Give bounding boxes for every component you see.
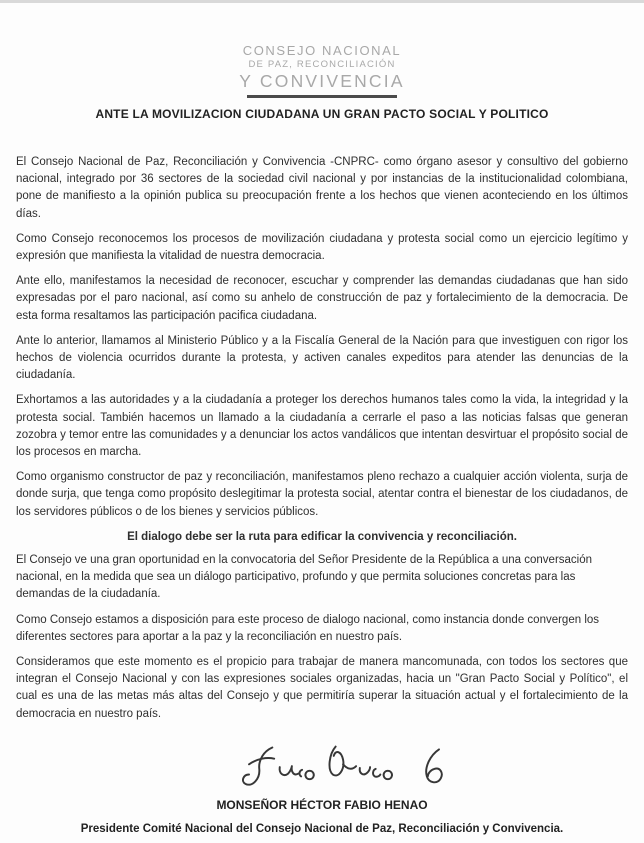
handwritten-signature-image [229,741,459,795]
body-paragraph-7: El Consejo ve una gran oportunidad en la convocatoria del Señor Presidente de la República a una conversación nacional, en la medida que sea un diálogo participativo, profundo y que permita soluciones concretas para las demandas de la ciudadanía. [16,554,593,601]
body-paragraph-8: Como Consejo estamos a disposición para este proceso de dialogo nacional, como instancia donde convergen los diferentes sectores para aportar a la paz y la reconciliación en nuestro país. [16,613,600,643]
letterhead-line1: CONSEJO NACIONAL [242,43,402,58]
letterhead-rule [247,95,397,98]
body-paragraph-1: El Consejo Nacional de Paz, Reconciliación y Convivencia -CNPRC- como órgano asesor y consultivo del gobierno nacional, integrado por 36 sectores de la sociedad civil nacional y por instancias de la institucionalidad colombiana, pone de manifiesto a la opinión publica su preocupación frente a los hechos que vienen aconteciendo en los últimos días. [16,156,628,220]
body-paragraph-4: Ante lo anterior, llamamos al Ministerio Público y a la Fiscalía General de la Nación para que investiguen con rigor los hechos de violencia ocurridos durante la protesta, y activen canales expeditos para atender las denuncias de la ciudadanía. [16,334,628,382]
body-paragraph-6: Como organismo constructor de paz y reconciliación, manifestamos pleno rechazo a cualquier acción violenta, surja de donde surja, que tenga como propósito deslegitimar la protesta social, atentar contra el bienestar de los ciudadanos, de los servidores públicos o de los bienes y servicios públicos. [16,471,628,518]
document-body [16,154,628,723]
signatory-name: MONSEÑOR HÉCTOR FABIO HENAO [216,797,428,812]
highlight-statement: El dialogo debe ser la ruta para edificar la convivencia y reconciliación. [127,530,517,543]
signatory-role: Presidente Comité Nacional del Consejo Nacional de Paz, Reconciliación y Convivencia. [80,822,564,835]
letterhead-line3: Y CONVIVENCIA [239,71,405,91]
letterhead-logo [16,43,628,98]
body-paragraph-5: Exhortamos a las autoridades y a la ciudadanía a proteger los derechos humanos tales como la vida, la integridad y la protesta social. También hacemos un llamado a la ciudadanía a cerrarle el paso a las noticias falsas que generan zozobra y temor entre las comunidades y a denunciar los actos vandálicos que intentan desvirtuar el propósito social de los procesos en marcha. [16,394,628,459]
body-paragraph-2: Como Consejo reconocemos los procesos de movilización ciudadana y protesta social como un ejercicio legítimo y expresión que manifiesta la vitalidad de nuestra democracia. [16,232,628,263]
body-paragraph-9: Consideramos que este momento es el propicio para trabajar de manera mancomunada, con todos los sectores que integran el Consejo Nacional y con las expresiones sociales organizadas, hacia un "Gran Pacto Social y Político", el cual es una de las metas más altas del Consejo y que permitiría superar la situación actual y el fortalecimiento de la democracia en nuestro país. [16,656,628,720]
body-paragraph-3: Ante ello, manifestamos la necesidad de reconocer, escuchar y comprender las demandas ciudadanas que han sido expresadas por el paro nacional, así como su anhelo de construcción de paz y fortalecimiento de la democracia. De esta forma resaltamos las participación pacifica ciudadana. [16,275,628,322]
signature-block [16,741,628,795]
document-title: ANTE LA MOVILIZACION CIUDADANA UN GRAN PACTO SOCIAL Y POLITICO [95,107,549,121]
letterhead-line2: DE PAZ, RECONCILIACIÓN [248,59,396,70]
